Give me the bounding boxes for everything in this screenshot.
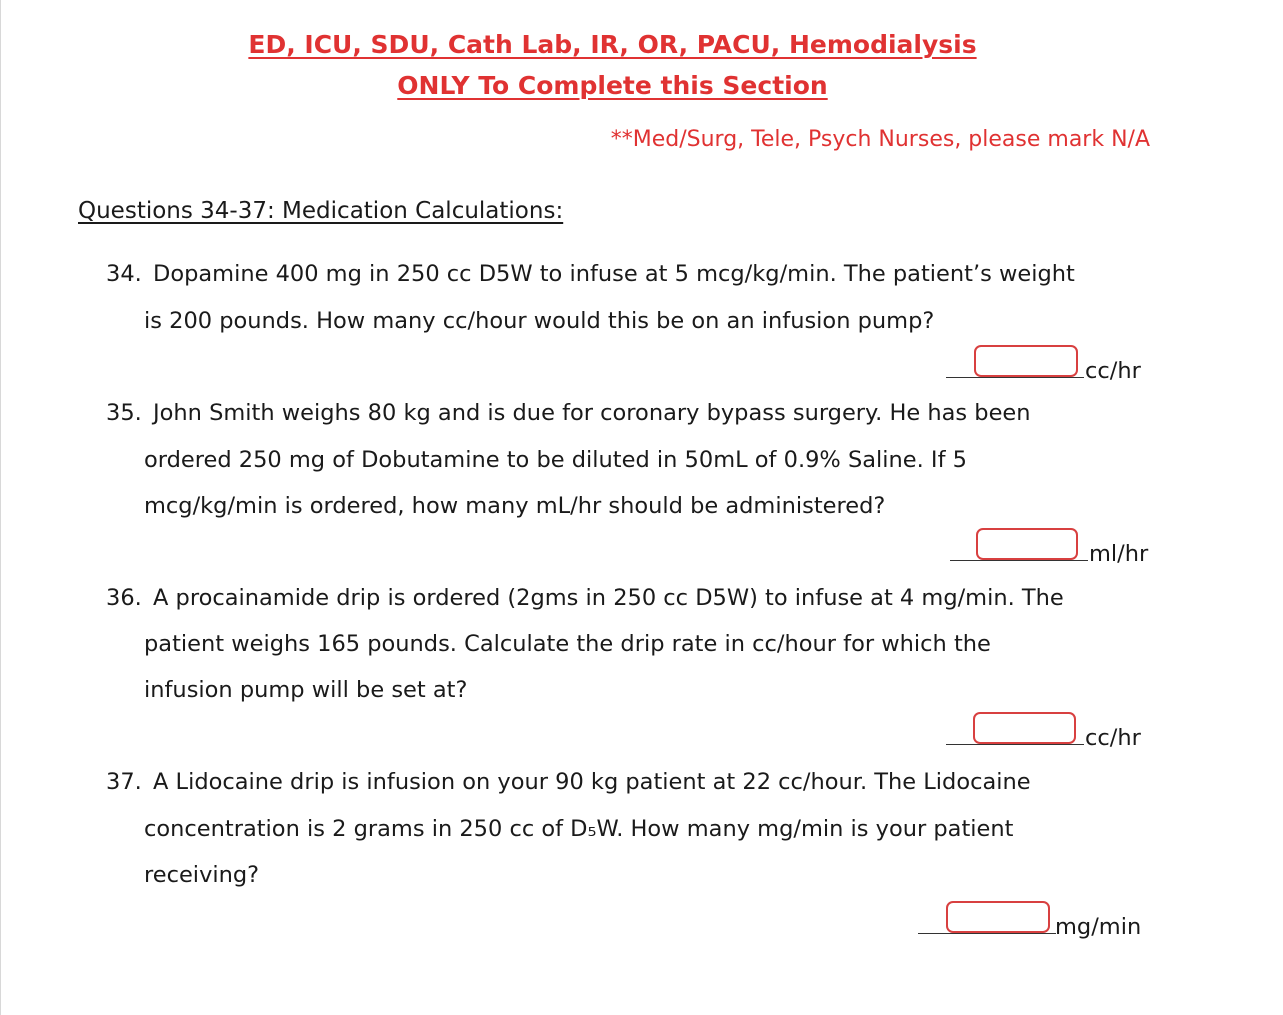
- question-34-text-line1: Dopamine 400 mg in 250 cc D5W to infuse at 5 mcg/kg/min. The patient’s weight: [153, 261, 1075, 287]
- question-34-unit: cc/hr: [1085, 358, 1141, 384]
- question-36-text-line3: infusion pump will be set at?: [144, 677, 468, 703]
- question-37-number: 37.: [106, 769, 142, 795]
- answer-underline: [946, 744, 1084, 745]
- question-35-answer-box[interactable]: [976, 528, 1078, 560]
- question-36-answer: [946, 705, 1156, 751]
- question-37-answer: [918, 894, 1158, 940]
- question-37-text-line2: concentration is 2 grams in 250 cc of D₅W. How many mg/min is your patient: [144, 816, 1014, 842]
- question-35-answer: [950, 521, 1160, 567]
- question-37-text-line1: A Lidocaine drip is infusion on your 90 kg patient at 22 cc/hour. The Lidocaine: [153, 769, 1031, 795]
- question-36-text-line1: A procainamide drip is ordered (2gms in 250 cc D5W) to infuse at 4 mg/min. The: [153, 585, 1064, 611]
- header-title-line1: ED, ICU, SDU, Cath Lab, IR, OR, PACU, Hemodialysis: [248, 30, 977, 59]
- answer-underline: [946, 377, 1084, 378]
- answer-underline: [950, 560, 1088, 561]
- question-35-text-line1: John Smith weighs 80 kg and is due for coronary bypass surgery. He has been: [153, 400, 1031, 426]
- header-title-line2: ONLY To Complete this Section: [397, 71, 828, 100]
- question-36-unit: cc/hr: [1085, 725, 1141, 751]
- question-34-answer-box[interactable]: [974, 345, 1078, 377]
- page-edge: [0, 0, 1, 1015]
- question-34-text-line2: is 200 pounds. How many cc/hour would this be on an infusion pump?: [144, 308, 935, 334]
- question-34-answer: [946, 338, 1156, 384]
- question-35-unit: ml/hr: [1089, 541, 1149, 567]
- question-36-answer-box[interactable]: [973, 712, 1076, 744]
- answer-underline: [918, 933, 1056, 934]
- question-35-number: 35.: [106, 400, 142, 426]
- question-37-unit: mg/min: [1055, 914, 1142, 940]
- section-title: Questions 34-37: Medication Calculations:: [78, 198, 564, 224]
- question-37-answer-box[interactable]: [946, 901, 1050, 933]
- question-37-text-line3: receiving?: [144, 862, 260, 888]
- question-34-number: 34.: [106, 261, 142, 287]
- question-35-text-line3: mcg/kg/min is ordered, how many mL/hr should be administered?: [144, 493, 886, 519]
- question-36-text-line2: patient weighs 165 pounds. Calculate the drip rate in cc/hour for which the: [144, 631, 991, 657]
- header-note: **Med/Surg, Tele, Psych Nurses, please mark N/A: [610, 127, 1150, 152]
- question-35-text-line2: ordered 250 mg of Dobutamine to be diluted in 50mL of 0.9% Saline. If 5: [144, 447, 967, 473]
- question-36-number: 36.: [106, 585, 142, 611]
